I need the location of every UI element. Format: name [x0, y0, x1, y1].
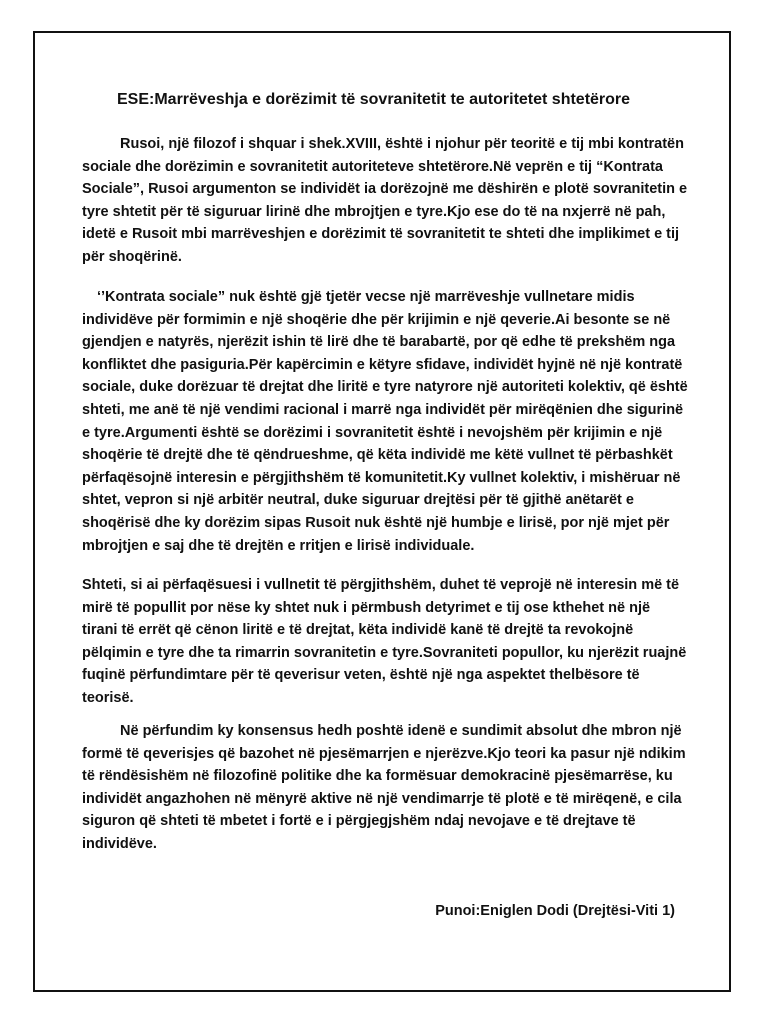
essay-paragraph-intro: Rusoi, një filozof i shquar i shek.XVIII, është i njohur për teoritë e tij mbi kontratën sociale dhe dorëzimin e sovranitetit autoriteteve shtetërore.Në veprën e tij “Kontrata Sociale”, Rusoi argumenton se individët ia dorëzojnë me dëshirën e plotë sovranitetin e tyre shtetit për të siguruar lirinë dhe mbrojtjen e tyre.Kjo ese do të na nxjerrë në pah, idetë e Rusoit mbi marrëveshjen e dorëzimit të sovranitetit te shteti dhe implikimet e tij për shoqërinë.: [82, 136, 688, 265]
essay-paragraph-social-contract: ‘’Kontrata sociale” nuk është gjë tjetër vecse një marrëveshje vullnetare midis individëve për formimin e një shoqërie dhe për krijimin e një qeverie.Ai besonte se në gjendjen e natyrës, njerëzit ishin të lirë dhe të barabartë, por që edhe të prekshëm nga konfliktet dhe pasiguria.Për kapërcimin e këtyre sfidave, individët hyjnë në një kontratë sociale, duke dorëzuar të drejtat dhe liritë e tyre natyrore një autoriteti kolektiv, që është shteti, me anë të një vendimi racional i marrë nga individët për mirëqënien dhe sigurinë e tyre.Argumenti është se dorëzimi i sovranitetit është i nevojshëm për krijimin e një shoqërie të drejtë dhe të qëndrueshme, që këta individë me këtë vullnet të përbashkët përfaqësojnë interesin e përgjithshëm të komunitetit.Ky vullnet kolektiv, i mishëruar në shtet, vepron si një arbitër neutral, duke siguruar drejtësi për të gjithë anëtarët e shoqërisë dhe ky dorëzim sipas Rusoit nuk është një humbje e lirisë, por një mjet për mbrojtjen e saj dhe të drejtën e rritjen e lirisë individuale.: [82, 289, 688, 554]
essay-paragraph-conclusion: Në përfundim ky konsensus hedh poshtë idenë e sundimit absolut dhe mbron një formë të qeverisjes që bazohet në pjesëmarrjen e njerëzve.Kjo teori ka pasur një ndikim të rëndësishëm në filozofinë politike dhe ka formësuar demokracinë pjesëmarrëse, ku individët angazhohen në mënyrë aktive në një vendimarrje të plotë e të mirëqenë, e cila siguron që shteti të mbetet i fortë e i përgjegjshëm ndaj nevojave e të drejtave të individëve.: [82, 723, 686, 852]
essay-paragraph-state: Shteti, si ai përfaqësuesi i vullnetit të përgjithshëm, duhet të veprojë në interesin më të mirë të popullit por nëse ky shtet nuk i përmbush detyrimet e tij ose kthehet në një tirani të errët që cënon liritë e të drejtat, këta individë kanë të drejtë ta revokojnë pëlqimin e tyre dhe ta rimarrin sovranitetin e tyre.Sovraniteti popullor, ku njerëzit ruajnë fuqinë përfundimtare për të qeverisur veten, është një nga aspektet thelbësore të teorisë.: [82, 577, 687, 706]
author-signature: Punoi:Eniglen Dodi (Drejtësi-Viti 1): [435, 903, 675, 919]
essay-title: ESE:Marrëveshja e dorëzimit të sovranitetit te autoritetet shtetërore: [117, 91, 631, 108]
